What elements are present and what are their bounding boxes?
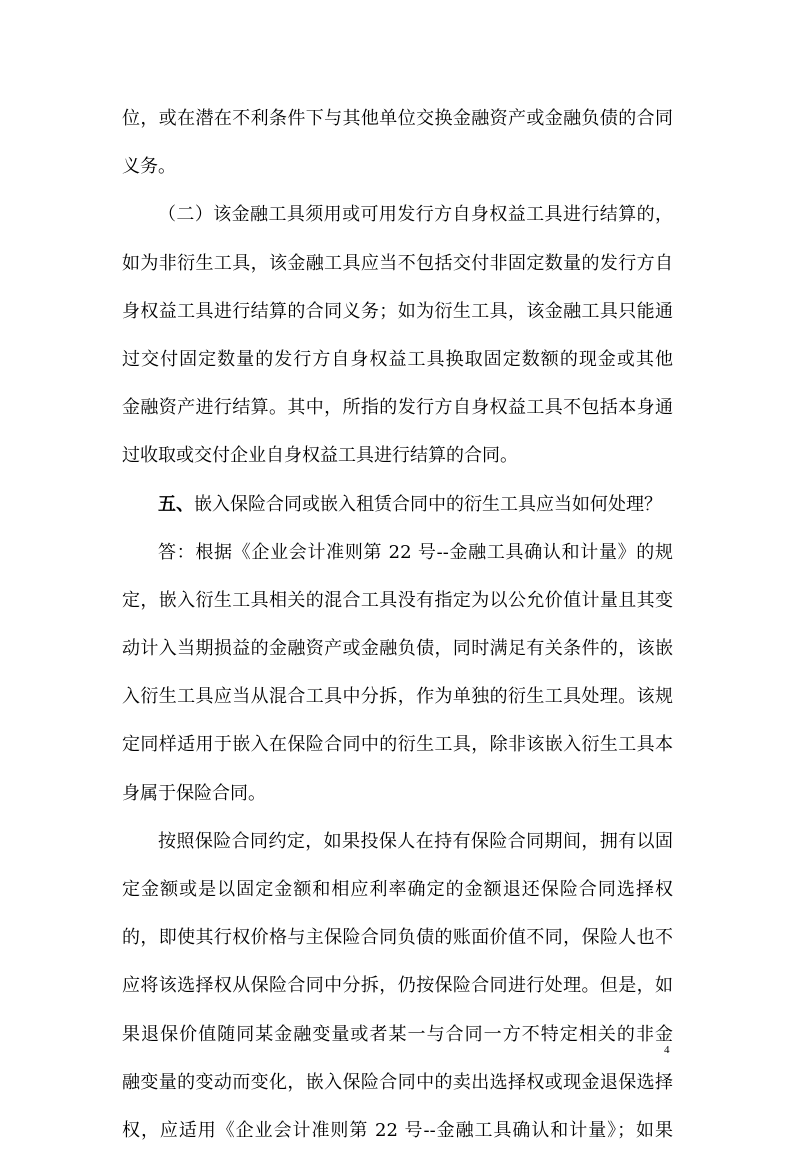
text-line: 权，应适用《企业会计准则第 22 号--金融工具确认和计量》；如果 <box>122 1119 673 1141</box>
text-line: （二）该金融工具须用或可用发行方自身权益工具进行结算的， <box>158 204 673 226</box>
text-line: 定金额或是以固定金额和相应利率确定的金额退还保险合同选择权 <box>122 879 673 900</box>
page-number: 4 <box>664 1044 670 1056</box>
text-line: 义务。 <box>122 156 176 178</box>
text-line: 入衍生工具应当从混合工具中分拆，作为单独的衍生工具处理。该规 <box>122 686 673 708</box>
text-line: 定，嵌入衍生工具相关的混合工具没有指定为以公允价值计量且其变 <box>122 589 673 611</box>
text-line: 答：根据《企业会计准则第 22 号--金融工具确认和计量》的规 <box>158 541 673 563</box>
text-line: 定同样适用于嵌入在保险合同中的衍生工具，除非该嵌入衍生工具本 <box>122 734 673 756</box>
text-line: 身属于保险合同。 <box>122 782 266 804</box>
text-line: 的，即使其行权价格与主保险合同负债的账面价值不同，保险人也不 <box>122 927 673 949</box>
text-line: 位，或在潜在不利条件下与其他单位交换金融资产或金融负债的合同 <box>122 108 673 129</box>
text-line: 融变量的变动而变化，嵌入保险合同中的卖出选择权或现金退保选择 <box>122 1071 673 1093</box>
text-line: 金融资产进行结算。其中，所指的发行方自身权益工具不包括本身通 <box>122 397 673 419</box>
text-line: 动计入当期损益的金融资产或金融负债，同时满足有关条件的，该嵌 <box>122 638 673 660</box>
text-line: 过收取或交付企业自身权益工具进行结算的合同。 <box>122 445 518 467</box>
text-line: 如为非衍生工具，该金融工具应当不包括交付非固定数量的发行方自 <box>122 252 673 274</box>
text-line: 过交付固定数量的发行方自身权益工具换取固定数额的现金或其他 <box>122 348 673 370</box>
section-heading-text: 嵌入保险合同或嵌入租赁合同中的衍生工具应当如何处理？ <box>194 493 662 515</box>
section-heading <box>122 481 673 529</box>
section-heading-number: 五、 <box>158 493 194 515</box>
document-body <box>122 95 673 1155</box>
text-line: 按照保险合同约定，如果投保人在持有保险合同期间，拥有以固 <box>158 830 673 852</box>
text-line: 应将该选择权从保险合同中分拆，仍按保险合同进行处理。但是，如 <box>122 975 673 997</box>
text-line: 身权益工具进行结算的合同义务；如为衍生工具，该金融工具只能通 <box>122 300 673 322</box>
text-line: 果退保价值随同某金融变量或者某一与合同一方不特定相关的非金 <box>122 1023 673 1045</box>
